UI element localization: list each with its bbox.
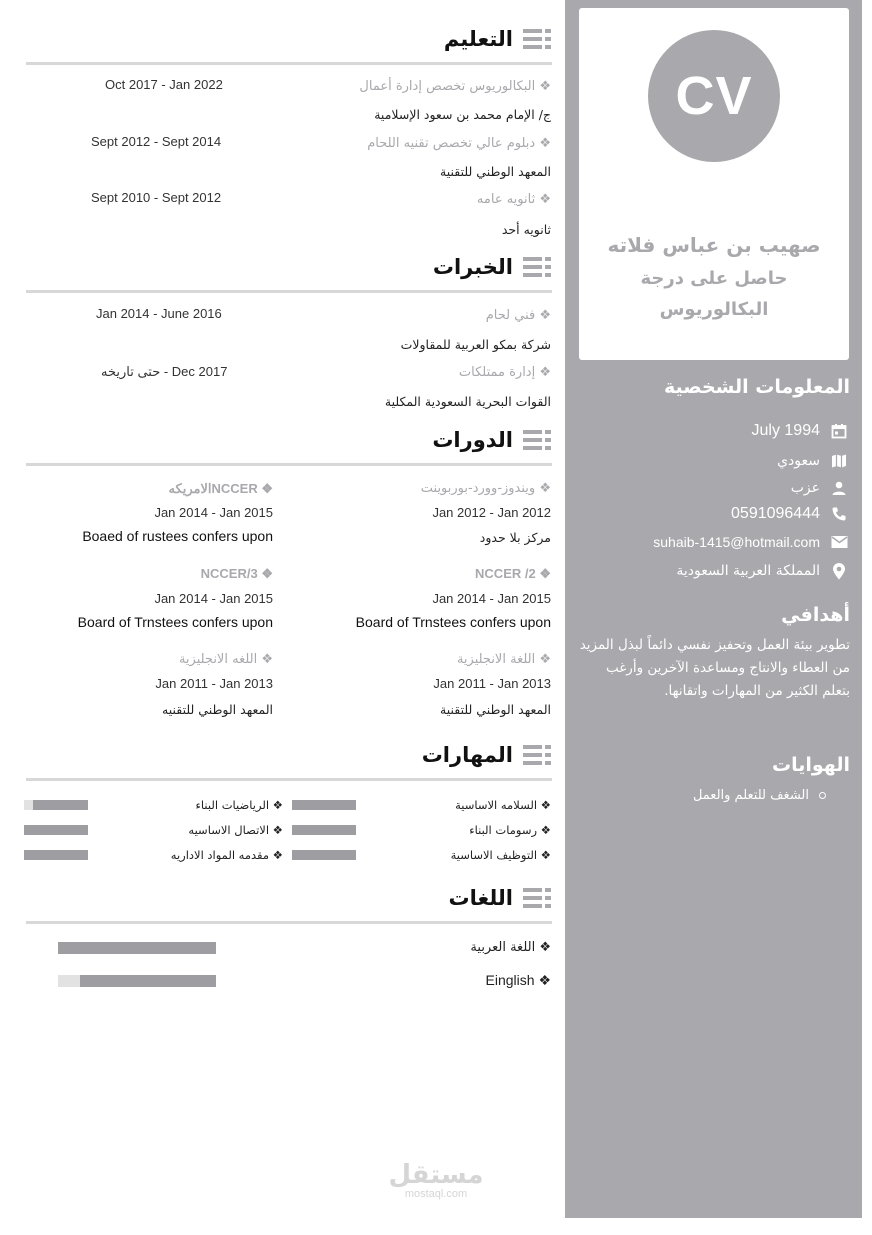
language-bar-fill [58, 942, 216, 954]
education-heading [444, 27, 551, 51]
course-title: ❖ اللغه الانجليزية [178, 652, 273, 667]
skills-heading-label: المهارات [421, 743, 513, 767]
course-date: Jan 2011 - Jan 2013 [155, 676, 273, 691]
skill-bar-fill [292, 825, 356, 835]
course-org: مركز بلا حدود [479, 530, 551, 545]
watermark-url: mostaql.com [404, 1188, 468, 1200]
calendar-icon [830, 422, 848, 440]
list-icon [523, 888, 551, 908]
course-title: ❖ NCCER /2 [475, 566, 551, 581]
list-icon [523, 29, 551, 49]
course-date: Jan 2014 - Jan 2015 [154, 505, 273, 520]
skill-bar [24, 850, 88, 860]
info-nationality [777, 451, 848, 471]
courses-heading [432, 428, 551, 452]
location-value: المملكة العربية السعودية [676, 563, 820, 579]
profile-card [579, 8, 849, 360]
hobby-item [693, 788, 826, 803]
skill-bar [292, 825, 356, 835]
courses-heading-label: الدورات [432, 428, 513, 452]
map-icon [830, 452, 848, 470]
info-birth [752, 421, 849, 441]
birth-value: July 1994 [751, 422, 820, 439]
experience-heading-label: الخبرات [432, 255, 513, 279]
skill-bar [292, 850, 356, 860]
mostaql-watermark [380, 1160, 492, 1200]
education-divider [26, 62, 552, 65]
experience-divider [26, 290, 552, 293]
language-bar-fill [80, 975, 216, 987]
experience-place: القوات البحرية السعودية المكلية [384, 394, 551, 409]
skill-bar [24, 800, 88, 810]
skill-label: ❖ التوظيف الاساسية [450, 848, 551, 862]
location-pin-icon [830, 562, 848, 580]
list-icon [523, 430, 551, 450]
education-place: ج/ الإمام محمد بن سعود الإسلامية [374, 107, 551, 122]
languages-heading [449, 886, 552, 910]
skill-bar-fill [24, 850, 88, 860]
nationality-value: سعودي [777, 453, 820, 469]
envelope-icon [830, 533, 848, 551]
skill-bar-fill [292, 800, 356, 810]
info-phone[interactable] [731, 504, 848, 524]
education-date: Oct 2017 - Jan 2022 [105, 77, 223, 92]
language-label: ❖ اللغة العربية [470, 940, 551, 955]
experience-title: ❖ إدارة ممتلكات [458, 365, 551, 380]
personal-info-heading: المعلومات الشخصية [663, 376, 850, 398]
skill-bar-fill [292, 850, 356, 860]
skill-label: ❖ السلامه الاساسية [455, 798, 551, 812]
education-place: ثانويه أحد [501, 222, 551, 237]
hobbies-heading: الهوايات [772, 754, 850, 776]
course-org: Boaed of rustees confers upon [82, 528, 273, 544]
education-heading-label: التعليم [443, 27, 513, 51]
list-icon [523, 257, 551, 277]
skill-bar [24, 825, 88, 835]
skill-bar-fill [33, 800, 88, 810]
watermark-arabic: مستقل [388, 1160, 484, 1190]
course-title: ❖ ويندوز-وورد-بوربوينت [420, 481, 551, 496]
courses-divider [26, 463, 552, 466]
info-location [676, 561, 848, 581]
person-icon [830, 479, 848, 497]
circle-bullet-icon [819, 792, 826, 799]
skill-bar [292, 800, 356, 810]
experience-title: ❖ فني لحام [485, 308, 551, 323]
list-icon [523, 745, 551, 765]
experience-place: شركة بمكو العربية للمقاولات [400, 337, 551, 352]
course-org: Board of Trnstees confers upon [77, 614, 273, 630]
languages-heading-label: اللغات [448, 886, 513, 910]
course-date: Jan 2011 - Jan 2013 [433, 676, 551, 691]
phone-value: 0591096444 [731, 505, 820, 522]
course-date: Jan 2014 - Jan 2015 [432, 591, 551, 606]
info-status [791, 478, 848, 498]
course-date: Jan 2014 - Jan 2015 [154, 591, 273, 606]
education-place: المعهد الوطني للتقنية [440, 164, 551, 179]
course-title: ❖ NCCERالامريكه [168, 481, 273, 496]
skill-label: ❖ مقدمه المواد الاداريه [170, 848, 283, 862]
education-date: Sept 2010 - Sept 2012 [91, 190, 222, 205]
skill-label: ❖ الرياضيات البناء [195, 798, 283, 812]
course-org: المعهد الوطني للتقنية [440, 702, 551, 717]
language-bar [58, 942, 216, 954]
email-value: suhaib-1415@hotmail.com [653, 534, 820, 550]
course-title: ❖ NCCER/3 [200, 566, 273, 581]
sidebar [565, 0, 862, 1218]
cv-initials-badge: CV [648, 30, 780, 162]
skills-divider [26, 778, 552, 781]
info-email[interactable] [653, 532, 848, 552]
language-bar [58, 975, 216, 987]
course-org: المعهد الوطني للتقنيه [162, 702, 273, 717]
status-value: عزب [790, 480, 820, 496]
skill-bar-fill [24, 825, 88, 835]
hobby-label: الشغف للتعلم والعمل [692, 788, 809, 803]
course-title: ❖ اللغة الانجليزية [456, 652, 551, 667]
course-date: Jan 2012 - Jan 2012 [432, 505, 551, 520]
phone-icon [830, 505, 848, 523]
profile-name: صهيب بن عباس فلاته [607, 233, 821, 257]
experience-date: Dec 2017 - حتى تاريخه [101, 364, 228, 379]
education-date: Sept 2012 - Sept 2014 [91, 134, 222, 149]
education-title: ❖ دبلوم عالي تخصص تقنيه اللحام [367, 136, 551, 151]
languages-divider [26, 921, 552, 924]
skill-label: ❖ رسومات البناء [469, 823, 551, 837]
education-title: ❖ ثانويه عامه [476, 192, 551, 207]
experience-heading [433, 255, 551, 279]
language-label: Einglish ❖ [485, 972, 551, 988]
experience-date: Jan 2014 - June 2016 [96, 306, 222, 321]
goals-heading: أهدافي [781, 604, 850, 626]
skills-heading [422, 743, 551, 767]
skill-label: ❖ الاتصال الاساسيه [188, 823, 283, 837]
course-org: Board of Trnstees confers upon [355, 614, 551, 630]
education-title: ❖ البكالوريوس تخصص إدارة أعمال [359, 79, 551, 94]
profile-degree: حاصل على درجة البكالوريوس [640, 268, 788, 320]
goals-text: تطوير بيئة العمل وتحفيز نفسي دائماً لبذل المزيد من العطاء والانتاج ومساعدة الآخرين وأرغب بتعلم الكثير من المهارات واتقانها. [579, 637, 850, 699]
